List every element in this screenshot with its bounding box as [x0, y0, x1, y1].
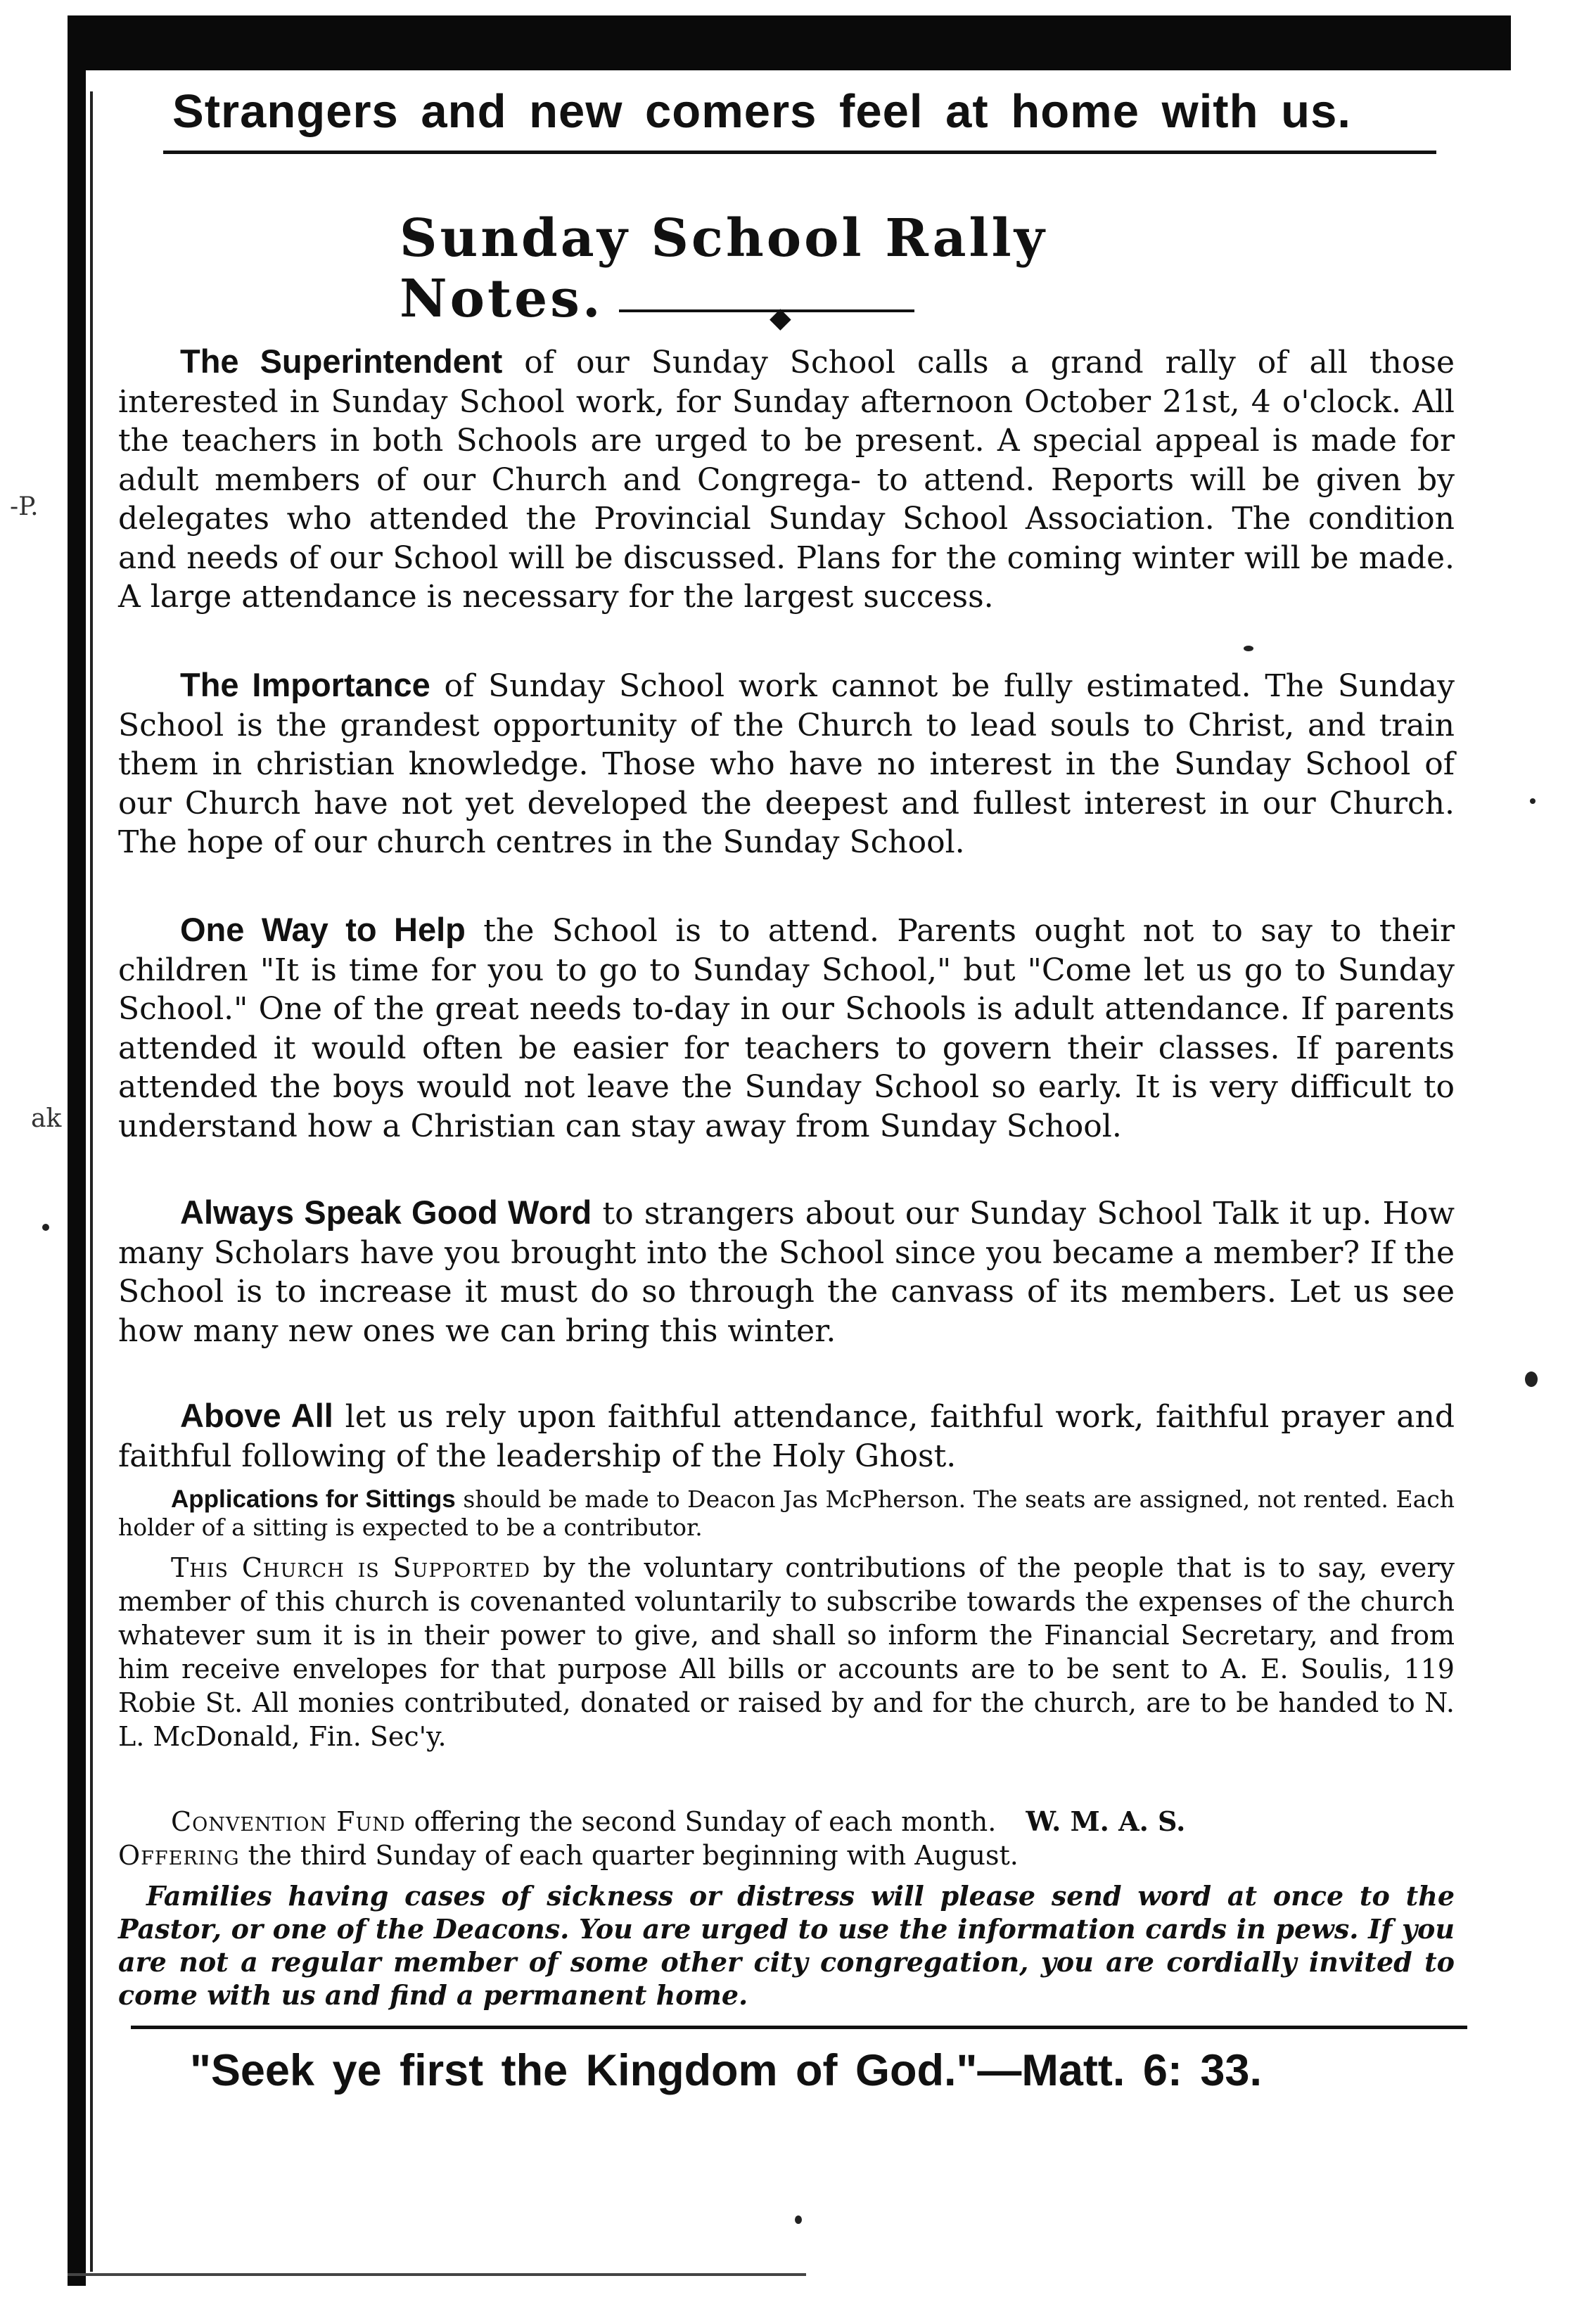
title-rule [619, 309, 914, 312]
paragraph-lead: Always Speak Good Word [180, 1194, 592, 1231]
print-speck [1525, 1371, 1538, 1387]
offering-lead: Offering [118, 1840, 240, 1871]
paragraph-text: the School is to attend. Parents ought not to say to their children "It is time for you to go to Sunday School," but "Come let us go to Sunday School." One of the great needs to-day in our Schools is adult attendance. If parents attended it would often be easier for teachers to govern their classes. If parents attended the boys would not leave the Sunday School so early. It is very difficult to understand how a Christian can stay away from Sunday School. [118, 913, 1455, 1144]
paragraph-text: to strangers about our Sunday School Talk it up. How many Scholars have you brought into the School since you became a member? If the School is to increase it must do so through the canvass of its members. Let us see how many new ones we can bring this winter. [118, 1196, 1455, 1349]
paragraph-text: of Sunday School work cannot be fully estimated. The Sunday School is the grandest opportunity of the Church to lead souls to Christ, and train them in christian knowledge. Those who have no interest in the Sunday School of our Church have not yet developed the deepest and fullest interest in our Church. The hope of our church centres in the Sunday School. [118, 668, 1455, 860]
paragraph-superintendent [118, 342, 1455, 617]
left-border [68, 70, 86, 2286]
margin-mark: ak [31, 1104, 62, 1133]
paragraph-above-all [118, 1396, 1455, 1476]
convention-text: offering the second Sunday of each month. [405, 1806, 997, 1837]
top-border [68, 15, 1511, 70]
print-speck [795, 2215, 802, 2224]
print-speck [1244, 646, 1253, 651]
footer-quote: "Seek ye first the Kingdom of God."—Matt. 6: 33. [190, 2046, 1262, 2095]
page-title: Sunday School Rally Notes. [400, 208, 1047, 329]
support-notice [118, 1551, 1455, 1753]
paragraph-lead: The Importance [180, 666, 430, 703]
header-rule [163, 151, 1436, 154]
footer-rule [131, 2026, 1467, 2029]
header-tagline: Strangers and new comers feel at home with us. [172, 85, 1351, 138]
convention-lead: Convention Fund [171, 1806, 406, 1837]
offering-text: the third Sunday of each quarter beginning with August. [239, 1840, 1019, 1871]
paragraph-text: let us rely upon faithful attendance, faithful work, faithful prayer and faithful following of the leadership of the Holy Ghost. [118, 1399, 1455, 1474]
paragraph-speak-good-word [118, 1193, 1455, 1350]
convention-notice [118, 1805, 1455, 1872]
paragraph-lead: The Superintendent [180, 343, 503, 380]
paragraph-lead: Above All [180, 1397, 333, 1434]
wmas-label: W. M. A. S. [1026, 1805, 1186, 1837]
sittings-lead: Applications for Sittings [171, 1485, 456, 1513]
left-border-inner [90, 91, 93, 2272]
bottom-border [68, 2273, 806, 2276]
support-lead: This Church is Supported [171, 1552, 531, 1583]
sittings-text: should be made to Deacon Jas McPherson. The seats are assigned, not rented. Each holder of a sitting is expected to be a contributor. [118, 1485, 1455, 1541]
paragraph-lead: One Way to Help [180, 911, 466, 948]
print-speck [1530, 798, 1536, 804]
paragraph-one-way [118, 910, 1455, 1146]
paragraph-text: of our Sunday School calls a grand rally of all those interested in Sunday School work, for Sunday afternoon October 21st, 4 o'clock. All the teachers in both Schools are urged to be present. A special appeal is made for adult members of our Church and Congrega- to attend. Reports will be given by delegates who attended the Provincial Sunday School Association. The condition and needs of our School will be discussed. Plans for the coming winter will be made. A large attendance is necessary for the largest success. [118, 345, 1455, 615]
margin-mark: -P. [10, 492, 39, 521]
ornament-icon: ◆ [770, 302, 791, 334]
support-text: by the voluntary contributions of the people that is to say, every member of this church is covenanted voluntarily to subscribe towards the expenses of the church whatever sum it is in their power to give, and shall so inform the Financial Secretary, and from him receive envelopes for that purpose All bills or accounts are to be sent to A. E. Soulis, 119 Robie St. All monies contributed, donated or raised by and for the church, are to be handed to N. L. McDonald, Fin. Sec'y. [118, 1552, 1455, 1752]
families-note: Families having cases of sickness or distress will please send word at once to the Pastor, or one of the Deacons. You are urged to use the information cards in pews. If you are not a regular member of some other city congregation, you are cordially invited to come with us and find a permanent home. [118, 1880, 1455, 2011]
sittings-notice [118, 1485, 1455, 1542]
print-speck [42, 1224, 49, 1231]
paragraph-importance [118, 665, 1455, 862]
